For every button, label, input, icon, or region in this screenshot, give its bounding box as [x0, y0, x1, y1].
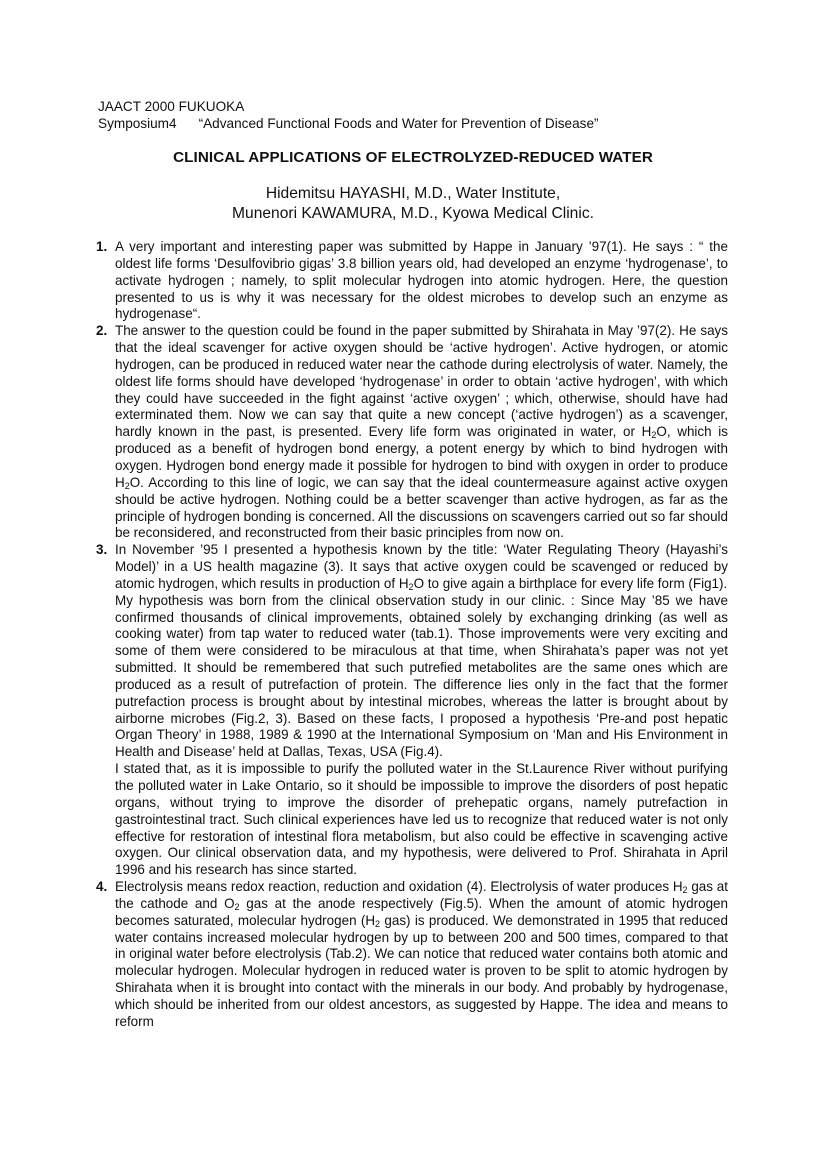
conference-name: JAACT 2000 FUKUOKA — [98, 99, 245, 114]
author-line: Hidemitsu HAYASHI, M.D., Water Institute, — [265, 185, 561, 202]
symposium-label: Symposium4 — [98, 116, 177, 131]
paragraph: In November ’95 I presented a hypothesis known by the title: ‘Water Regulating Theory (Hayashi’s Model)’ in a US health magazine (3). It says that active oxygen could be scavenged or reduced by atomic hydrogen, which results in production of $H_2O$ to give again a birthplace for every life form (Fig1). — [115, 542, 728, 592]
symposium-line — [98, 115, 599, 132]
section-number: 3. — [96, 542, 108, 558]
section-number: 2. — [96, 323, 108, 339]
body-text — [96, 239, 728, 1031]
section-item — [96, 239, 728, 323]
paper-title: CLINICAL APPLICATIONS OF ELECTROLYZED-REDUCED WATER — [173, 149, 653, 166]
paragraph: Electrolysis means redox reaction, reduction and oxidation (4). Electrolysis of water produces $H_2$ gas at the cathode and $O_2$ gas at the anode respectively (Fig.5). When the amount of atomic hydrogen becomes saturated, molecular hydrogen ($H_2$ gas) is produced. We demonstrated in 1995 that reduced water contains increased molecular hydrogen by up to between 200 and 500 times, compared to that in original water before electrolysis (Tab.2). We can notice that reduced water contains both atomic and molecular hydrogen. Molecular hydrogen in reduced water is proven to be split to atomic hydrogen by Shirahata when it is brought into contact with the minerals in our body. And probably by hydrogenase, which should be inherited from our oldest ancestors, as suggested by Happe. The idea and means to reform — [115, 879, 728, 1029]
section-number: 1. — [96, 239, 108, 254]
section-number: 4. — [96, 879, 108, 895]
paragraph: The answer to the question could be found in the paper submitted by Shirahata in May ’97(2). He says that the ideal scavenger for active oxygen should be ‘active hydrogen’. Active hydrogen, or atomic hydrogen, can be produced in reduced water near the cathode during electrolysis of water. Namely, the oldest life forms should have developed ‘hydrogenase’ in order to obtain ‘active hydrogen’, with which they could have succeeded in the fight against ‘active oxygen’ ; which, otherwise, should have had exterminated them. Now we can say that quite a new concept (‘active hydrogen’) as a scavenger, hardly known in the past, is presented. Every life form was originated in water, or $H_2O$, which is produced as a benefit of hydrogen bond energy, a potent energy by which to bind hydrogen with oxygen. Hydrogen bond energy made it possible for hydrogen to bind with oxygen in order to produce $H_2O$. According to this line of logic, we can say that the ideal countermeasure against active oxygen should be active hydrogen. Nothing could be a better scavenger than active hydrogen, as far as the principle of hydrogen bonding is concerned. All the discussions on scavengers carried out so far should be reconsidered, and reconstructed from their basic principles from now on. — [115, 323, 728, 541]
section-item — [96, 323, 728, 542]
author-block — [0, 184, 826, 224]
section-item — [96, 542, 728, 879]
author-line: Munenori KAWAMURA, M.D., Kyowa Medical Clinic. — [232, 205, 594, 222]
section-item — [96, 879, 728, 1031]
paragraph: My hypothesis was born from the clinical observation study in our clinic. : Since May ’85 we have confirmed thousands of clinical improvements, obtained solely by exchanging drinking (as well as cooking water) from tap water to reduced water (tab.1). Those improvements were very exciting and some of them were considered to be miraculous at that time, when Shirahata’s paper was not yet submitted. It should be remembered that such putrefied metabolites are the same ones which are produced as a result of putrefaction of protein. The difference lies only in the fact that the former putrefaction process is brought about by intestinal microbes, whereas the latter is brought about by airborne microbes (Fig.2, 3). Based on these facts, I proposed a hypothesis ‘Pre-and post hepatic Organ Theory’ in 1988, 1989 & 1990 at the International Symposium on ‘Man and His Environment in Health and Disease’ held at Dallas, Texas, USA (Fig.4). — [115, 592, 728, 760]
paragraph: A very important and interesting paper was submitted by Happe in January ’97(1). He says : “ the oldest life forms ‘Desulfovibrio gigas’ 3.8 billion years old, had developed an enzyme ‘hydrogenase’, to activate hydrogen ; namely, to split molecular hydrogen into atomic hydrogen. Here, the question presented to us is why it was necessary for the oldest microbes to develop such an enzyme as hydrogenase“. — [115, 239, 728, 322]
conference-header — [98, 98, 599, 132]
symposium-title: “Advanced Functional Foods and Water for Prevention of Disease” — [198, 116, 599, 131]
paragraph: I stated that, as it is impossible to purify the polluted water in the St.Laurence River without purifying the polluted water in Lake Ontario, so it should be impossible to improve the disorders of post hepatic organs, without trying to improve the disorder of prehepatic organs, namely putrefaction in gastrointestinal tract. Such clinical experiences have led us to recognize that reduced water is not only effective for restoration of intestinal flora metabolism, but also could be effective in scavenging active oxygen. Our clinical observation data, and my hypothesis, were delivered to Prof. Shirahata in April 1996 and his research has since started. — [115, 761, 728, 878]
